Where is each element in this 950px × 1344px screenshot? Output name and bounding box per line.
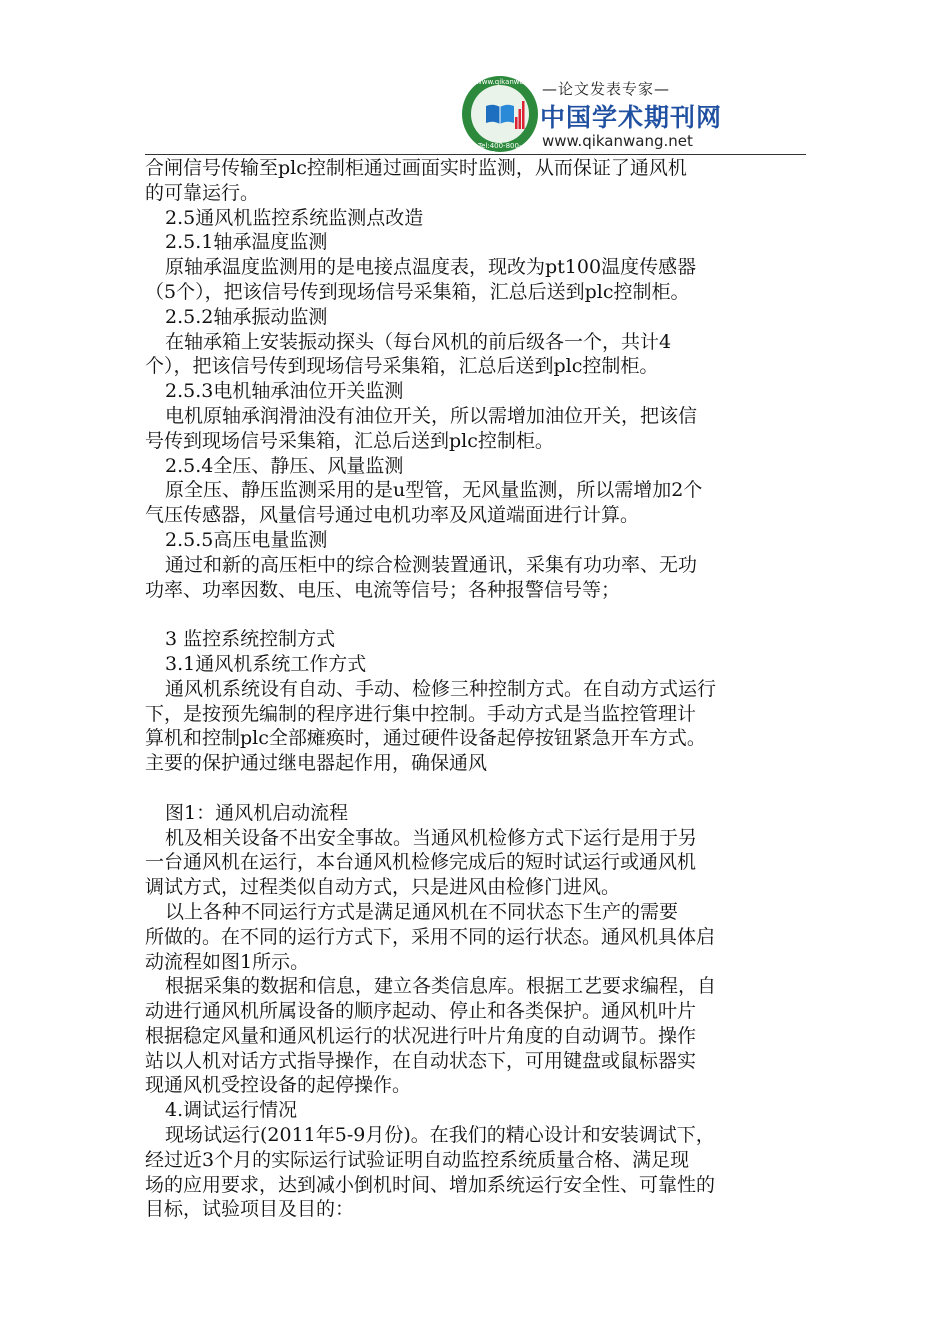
paragraph-line: 原全压、静压监测采用的是u型管，无风量监测，所以需增加2个: [165, 479, 703, 502]
paragraph-line: 站以人机对话方式指导操作，在自动状态下，可用键盘或鼠标器实: [145, 1049, 697, 1072]
logo-tagline: —论文发表专家—: [542, 80, 671, 98]
paragraph-line: 功率、功率因数、电压、电流等信号；各种报警信号等；: [145, 578, 621, 601]
paragraph-line: 在轴承箱上安装振动探头（每台风机的前后级各一个，共计4: [165, 330, 672, 353]
paragraph-line: 个），把该信号传到现场信号采集箱，汇总后送到plc控制柜。: [145, 355, 659, 378]
subsection-heading: 2.5.2轴承振动监测: [165, 305, 328, 328]
publisher-logo: [462, 76, 723, 158]
paragraph-line: 调试方式，过程类似自动方式，只是进风由检修门进风。: [145, 876, 621, 899]
paragraph-line: 机及相关设备不出安全事故。当通风机检修方式下运行是用于另: [165, 826, 698, 849]
paragraph-line: 目标，试验项目及目的：: [145, 1198, 355, 1221]
paragraph-line: （5个），把该信号传到现场信号采集箱，汇总后送到plc控制柜。: [145, 280, 690, 303]
bar-chart-icon: [515, 99, 525, 129]
paragraph-line: 经过近3个月的实际运行试验证明自动监控系统质量合格、满足现: [145, 1148, 690, 1171]
paragraph-line: 现场试运行(2011年5-9月份)。在我们的精心设计和安装调试下，: [165, 1124, 715, 1147]
subsection-heading: 2.5.4全压、静压、风量监测: [165, 454, 404, 477]
subsection-heading: 2.5.5高压电量监测: [165, 528, 328, 551]
paragraph-line: 通过和新的高压柜中的综合检测装置通讯，采集有功功率、无功: [165, 553, 698, 576]
paragraph-line: 以上各种不同运行方式是满足通风机在不同状态下生产的需要: [165, 900, 679, 923]
paragraph-line: 下，是按预先编制的程序进行集中控制。手动方式是当监控管理计: [145, 702, 697, 725]
paragraph-line: 所做的。在不同的运行方式下，采用不同的运行状态。通风机具体启: [145, 925, 716, 948]
paragraph-line: 的可靠运行。: [145, 181, 260, 204]
header-divider: [145, 154, 806, 155]
paragraph-line: 通风机系统设有自动、手动、检修三种控制方式。在自动方式运行: [165, 677, 717, 700]
paragraph-line: 算机和控制plc全部瘫痪时，通过硬件设备起停按钮紧急开车方式。: [145, 727, 706, 750]
logo-url: www.qikanwang.net: [542, 132, 693, 150]
subsection-heading: 2.5.1轴承温度监测: [165, 231, 328, 254]
logo-brand-name: 中国学术期刊网: [540, 103, 723, 132]
paragraph-line: 号传到现场信号采集箱，汇总后送到plc控制柜。: [145, 429, 554, 452]
paragraph-line: 根据稳定风量和通风机运行的状况进行叶片角度的自动调节。操作: [145, 1024, 697, 1047]
paragraph-line: 合闸信号传输至plc控制柜通过画面实时监测，从而保证了通风机: [145, 157, 687, 179]
seal-emblem: [462, 76, 547, 158]
subsection-heading: 2.5.3电机轴承油位开关监测: [165, 380, 404, 403]
paragraph-line: 原轴承温度监测用的是电接点温度表，现改为pt100温度传感器: [165, 256, 697, 279]
open-book-icon: [485, 103, 515, 125]
paragraph-line: 气压传感器，风量信号通过电机功率及风道端面进行计算。: [145, 504, 640, 527]
paragraph-line: 电机原轴承润滑油没有油位开关，所以需增加油位开关，把该信: [165, 404, 698, 427]
seal-bottom-text: Tel:400-800-1552: [478, 142, 522, 158]
subsection-heading: 3.1通风机系统工作方式: [165, 652, 367, 675]
paragraph-line: 根据采集的数据和信息，建立各类信息库。根据工艺要求编程，自: [165, 975, 717, 998]
paragraph-line: 场的应用要求，达到减小倒机时间、增加系统运行安全性、可靠性的: [145, 1173, 716, 1196]
article-body: [145, 156, 810, 1222]
paragraph-line: 动进行通风机所属设备的顺序起动、停止和各类保护。通风机叶片: [145, 1000, 697, 1023]
section-heading: 3 监控系统控制方式: [165, 628, 336, 651]
section-heading: 4.调试运行情况: [165, 1099, 298, 1122]
paragraph-line: 主要的保护通过继电器起作用，确保通风: [145, 752, 488, 775]
seal-top-text: www.qikanwang.net: [476, 78, 547, 86]
paragraph-line: 现通风机受控设备的起停操作。: [145, 1074, 412, 1097]
paragraph-line: 一台通风机在运行，本台通风机检修完成后的短时试运行或通风机: [145, 851, 697, 874]
section-heading: 2.5通风机监控系统监测点改造: [165, 206, 424, 229]
figure-caption: 图1：通风机启动流程: [165, 801, 349, 824]
paragraph-line: 动流程如图1所示。: [145, 950, 310, 973]
